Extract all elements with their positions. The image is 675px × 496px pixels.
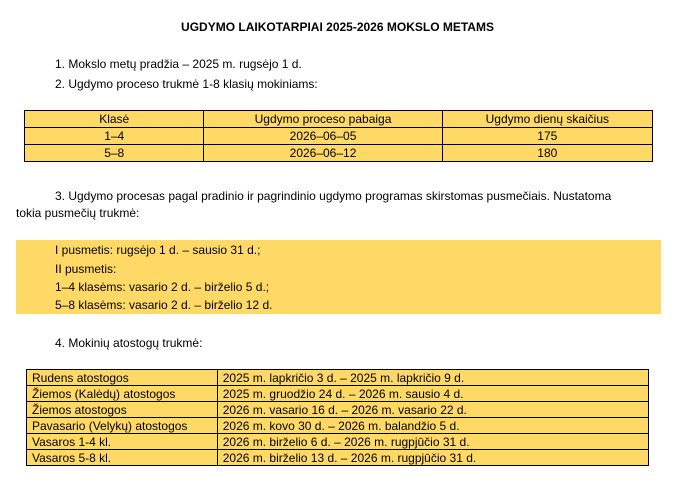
item-semesters [16, 188, 664, 222]
semester-line: 1–4 klasėms: vasario 2 d. – birželio 5 d.; [55, 280, 270, 294]
table-row [27, 370, 649, 386]
duration-table [24, 110, 653, 162]
table-cell: 180 [442, 145, 652, 162]
table-cell: Žiemos atostogos [27, 402, 218, 418]
holidays-table [26, 369, 649, 466]
semester-periods-box [16, 240, 661, 314]
table-cell: 2026 m. kovo 30 d. – 2026 m. balandžio 5 d. [217, 418, 648, 434]
semester-line: I pusmetis: rugsėjo 1 d. – sausio 31 d.; [55, 243, 261, 257]
table-header-row [25, 111, 653, 128]
semester-line: II pusmetis: [55, 262, 117, 276]
table-row [27, 418, 649, 434]
table-row [25, 145, 653, 162]
column-header: Ugdymo proceso pabaiga [204, 111, 442, 128]
item-semesters-line2: tokia pusmečių trukmė: [16, 206, 140, 220]
table-cell: Vasaros 5-8 kl. [27, 450, 218, 466]
item-semesters-line1: 3. Ugdymo procesas pagal pradinio ir pagrindinio ugdymo programas skirstomas pusmečiais. Nustatoma [55, 189, 612, 203]
table-cell: Pavasario (Velykų) atostogos [27, 418, 218, 434]
table-row [25, 128, 653, 145]
table-cell: 2025 m. lapkričio 3 d. – 2025 m. lapkričio 9 d. [217, 370, 648, 386]
column-header: Ugdymo dienų skaičius [442, 111, 652, 128]
table-cell: 2026–06–05 [204, 128, 442, 145]
table-cell: 2026 m. birželio 6 d. – 2026 m. rugpjūčio 31 d. [217, 434, 648, 450]
table-cell: 2026–06–12 [204, 145, 442, 162]
table-row [27, 402, 649, 418]
table-cell: Vasaros 1-4 kl. [27, 434, 218, 450]
table-row [27, 450, 649, 466]
item-process-duration: 2. Ugdymo proceso trukmė 1-8 klasių mokiniams: [55, 77, 318, 91]
table-cell: 2026 m. vasario 16 d. – 2026 m. vasario 22 d. [217, 402, 648, 418]
table-cell: 2026 m. birželio 13 d. – 2026 m. rugpjūčio 31 d. [217, 450, 648, 466]
table-cell: 5–8 [25, 145, 204, 162]
item-school-year-start: 1. Mokslo metų pradžia – 2025 m. rugsėjo 1 d. [55, 57, 302, 71]
table-cell: Žiemos (Kalėdų) atostogos [27, 386, 218, 402]
table-cell: Rudens atostogos [27, 370, 218, 386]
table-row [27, 386, 649, 402]
semester-line: 5–8 klasėms: vasario 2 d. – birželio 12 d. [55, 298, 273, 312]
item-holidays: 4. Mokinių atostogų trukmė: [55, 336, 203, 350]
table-cell: 1–4 [25, 128, 204, 145]
column-header: Klasė [25, 111, 204, 128]
table-cell: 175 [442, 128, 652, 145]
document-title: UGDYMO LAIKOTARPIAI 2025-2026 MOKSLO METAMS [181, 20, 494, 34]
table-cell: 2025 m. gruodžio 24 d. – 2026 m. sausio 4 d. [217, 386, 648, 402]
table-row [27, 434, 649, 450]
